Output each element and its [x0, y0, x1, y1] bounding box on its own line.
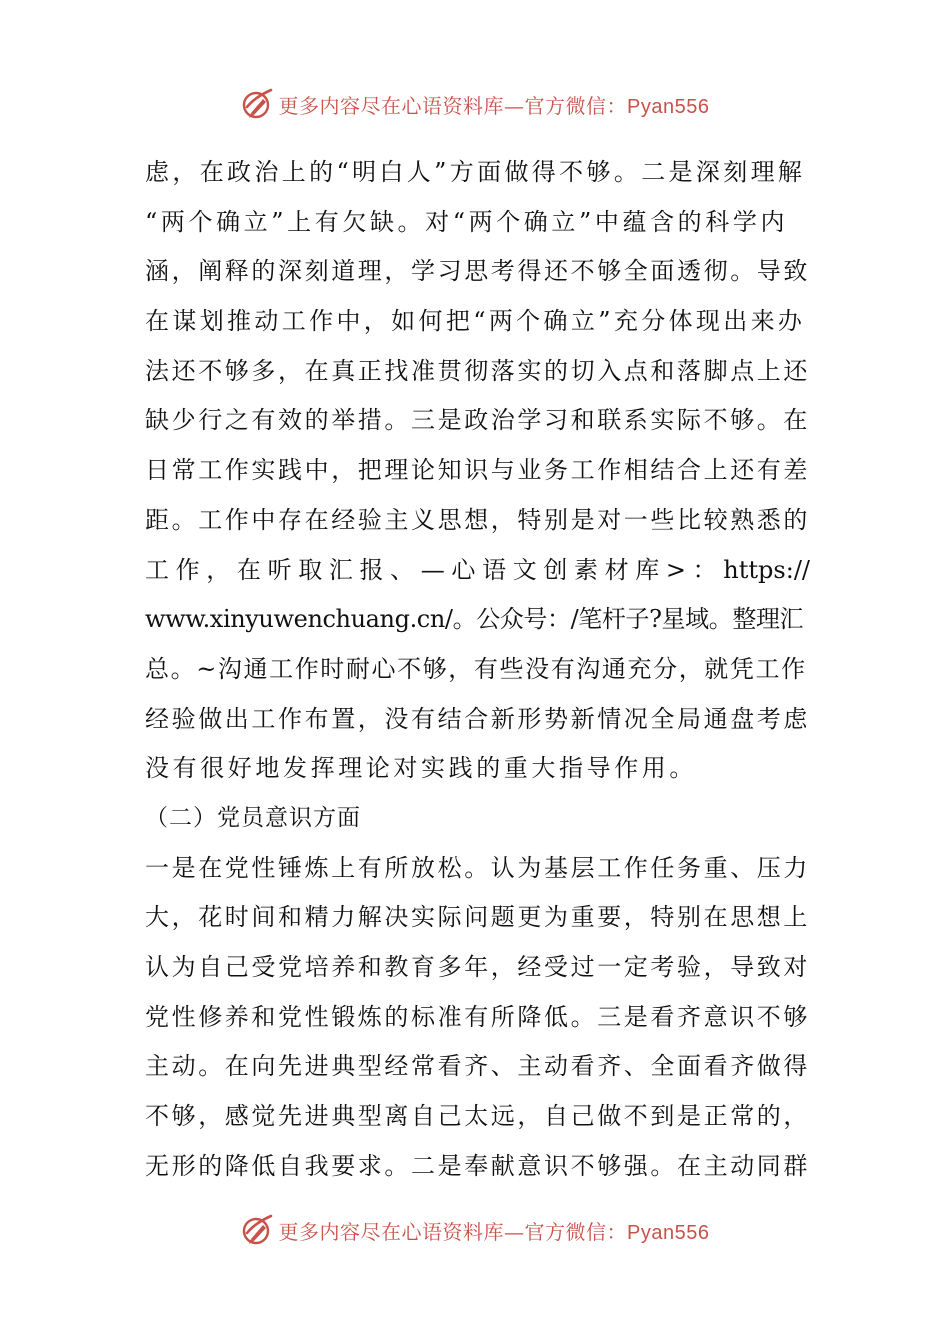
header-banner	[0, 82, 950, 126]
text-line: 工作，在听取汇报、—心语文创素材库>：https://	[145, 555, 810, 584]
section-heading: （二）党员意识方面	[145, 804, 361, 831]
text-line: 不够，感觉先进典型离自己太远，自己做不到是正常的，	[145, 1102, 810, 1131]
header-banner-id: Pyan556	[627, 95, 710, 118]
text-line: 一是在党性锤炼上有所放松。认为基层工作任务重、压力	[145, 853, 810, 882]
text-line: 日常工作实践中，把理论知识与业务工作相结合上还有差	[145, 456, 810, 485]
text-line: 认为自己受党培养和教育多年，经受过一定考验，导致对	[145, 953, 810, 981]
text-line: 主动。在向先进典型经常看齐、主动看齐、全面看齐做得	[145, 1052, 810, 1081]
text-line: 法还不够多，在真正找准贯彻落实的切入点和落脚点上还	[145, 356, 810, 385]
footer-banner-text: 更多内容尽在心语资料库—官方微信：Pyan556	[278, 1219, 710, 1244]
text-line: 经验做出工作布置，没有结合新形势新情况全局通盘考虑	[145, 704, 810, 733]
text-line: 党性修养和党性锻炼的标准有所降低。三是看齐意识不够	[145, 1002, 810, 1031]
text-line: 总。~沟通工作时耐心不够，有些没有沟通充分，就凭工作	[145, 654, 807, 683]
text-line: “两个确立”上有欠缺。对“两个确立”中蕴含的科学内	[145, 207, 789, 236]
text-line: www.xinyuwenchuang.cn/。公众号：/笔杆子?星域。整理汇	[145, 605, 804, 634]
pen-circle-logo-icon	[241, 87, 275, 121]
text-line: 无形的降低自我要求。二是奉献意识不够强。在主动同群	[145, 1151, 810, 1180]
document-body	[145, 148, 810, 1191]
text-line: 涵，阐释的深刻道理，学习思考得还不够全面透彻。导致	[145, 257, 810, 286]
text-line: 虑，在政治上的“明白人”方面做得不够。二是深刻理解	[145, 158, 806, 186]
header-banner-text: 更多内容尽在心语资料库—官方微信：Pyan556	[278, 93, 710, 118]
text-line: 没有很好地发挥理论对实践的重大指导作用。	[145, 754, 697, 783]
footer-banner	[0, 1208, 950, 1252]
text-line: 缺少行之有效的举措。三是政治学习和联系实际不够。在	[145, 406, 810, 435]
text-line: 在谋划推动工作中，如何把“两个确立”充分体现出来办	[145, 307, 806, 336]
text-line: 距。工作中存在经验主义思想，特别是对一些比较熟悉的	[145, 505, 810, 534]
pen-circle-logo-icon	[241, 1213, 275, 1247]
text-line: 大，花时间和精力解决实际问题更为重要，特别在思想上	[145, 903, 810, 932]
footer-banner-id: Pyan556	[627, 1221, 710, 1244]
